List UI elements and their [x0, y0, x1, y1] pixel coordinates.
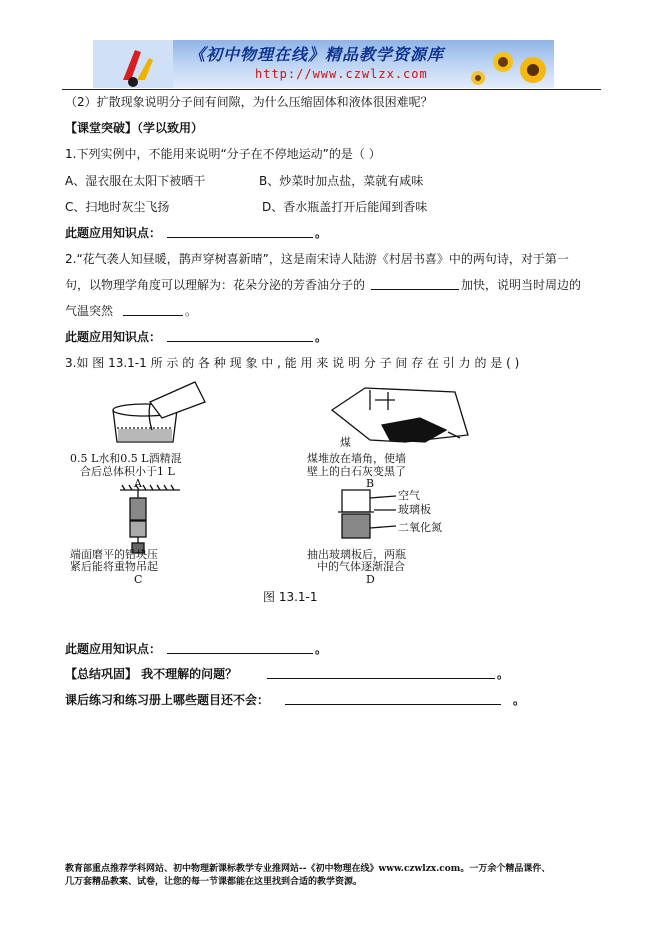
- header-banner: [93, 40, 554, 88]
- knowledge-label-1: 此题应用知识点：: [65, 226, 162, 240]
- question-3-stem: 3.如 图 13.1-1 所 示 的 各 种 现 象 中 , 能 用 来 说 明 分 子 间 存 在 引 力 的 是 ( ): [65, 356, 520, 370]
- answer-blank-homework[interactable]: [285, 692, 501, 705]
- figure-d-letter: D: [366, 573, 375, 586]
- answer-blank-molecule[interactable]: [371, 277, 459, 290]
- option-c: C、扫地时灰尘飞扬: [65, 200, 170, 214]
- figure-13-1-1: [70, 380, 490, 585]
- knowledge-label-2: 此题应用知识点：: [65, 330, 162, 344]
- question-1-stem: 1.下列实例中，不能用来说明“分子在不停地运动”的是（ ）: [65, 147, 381, 161]
- figure-d-tag-no2: 二氧化氮: [398, 521, 442, 534]
- figure-b-letter: B: [366, 477, 375, 490]
- answer-blank-temperature[interactable]: [123, 303, 183, 316]
- figure-a-beakers: [113, 382, 205, 442]
- figure-caption: 图 13.1-1: [263, 590, 318, 604]
- homework-label: 课后练习和练习册上哪些题目还不会：: [65, 693, 270, 707]
- figure-c-letter: C: [134, 573, 143, 586]
- question-2-line2a: 句，以物理学角度可以理解为：花朵分泌的芳香油分子的: [65, 278, 366, 292]
- figure-b-coal-tag: 煤: [340, 436, 351, 449]
- question-2-line2b: 加快，说明当时周边的: [461, 278, 582, 292]
- answer-blank-2[interactable]: [167, 329, 313, 342]
- answer-blank-questions[interactable]: [267, 666, 495, 679]
- question-2-line3: 气温突然: [65, 304, 114, 318]
- question-2-line1: 2.“花气袭人知昼暖，鹊声穿树喜新晴”，这是南宋诗人陆游《村居书喜》中的两句诗，对于第一: [65, 252, 569, 266]
- figure-a-caption-2: 合后总体积小于1 L: [80, 465, 175, 478]
- figure-b-wall: [332, 388, 468, 442]
- figure-d-tag-glass: 玻璃板: [398, 503, 431, 516]
- answer-blank-3[interactable]: [167, 641, 313, 654]
- figure-c-caption-2: 紧后能将重物吊起: [70, 560, 158, 573]
- figure-c-caption-1: 端面磨平的铅块压: [70, 548, 158, 561]
- period-2: 。: [315, 330, 328, 344]
- figure-a-letter: A: [134, 477, 142, 490]
- banner-url[interactable]: http://www.czwlzx.com: [255, 67, 428, 81]
- period-summary: 。: [497, 667, 510, 681]
- footer-line-2: 几万套精品教案、试卷，让您的每一节课都能在这里找到合适的教学资源。: [65, 877, 363, 887]
- question-2-header: （2）扩散现象说明分子间有间隙，为什么压缩固体和液体很困难呢？: [65, 95, 433, 109]
- option-a: A、湿衣服在太阳下被晒干: [65, 174, 206, 188]
- footer-line-1: 教育部重点推荐学科网站、初中物理新课标教学专业推网站--《初中物理在线》www.czwlzx.com。一万余个精品课件、: [65, 864, 551, 874]
- banner-title: 《初中物理在线》精品教学资源库: [189, 45, 445, 64]
- period-homework: 。: [513, 693, 526, 707]
- knowledge-label-3: 此题应用知识点：: [65, 642, 162, 656]
- figure-d-gas-jars: [338, 490, 396, 538]
- figure-a-caption-1: 0.5 L水和0.5 L酒精混: [70, 452, 182, 465]
- header-rule: [62, 89, 601, 90]
- figure-d-caption-1: 抽出玻璃板后，两瓶: [307, 548, 406, 561]
- option-b: B、炒菜时加点盐，菜就有咸味: [259, 174, 424, 188]
- summary-label: 【总结巩固】 我不理解的问题？: [65, 667, 238, 681]
- figure-b-caption-2: 壁上的白石灰变黑了: [307, 465, 406, 478]
- period-3: 。: [315, 642, 328, 656]
- answer-blank-1[interactable]: [167, 225, 313, 238]
- figure-b-caption-1: 煤堆放在墙角，使墙: [307, 452, 406, 465]
- period-1: 。: [315, 226, 328, 240]
- figure-d-tag-air: 空气: [398, 489, 420, 502]
- figure-c-lead-blocks: [120, 485, 180, 553]
- option-d: D、香水瓶盖打开后能闻到香味: [262, 200, 428, 214]
- period-q2: 。: [185, 304, 198, 318]
- section-breakthrough: 【课堂突破】（学以致用）: [65, 121, 204, 135]
- figure-d-caption-2: 中的气体逐渐混合: [317, 560, 405, 573]
